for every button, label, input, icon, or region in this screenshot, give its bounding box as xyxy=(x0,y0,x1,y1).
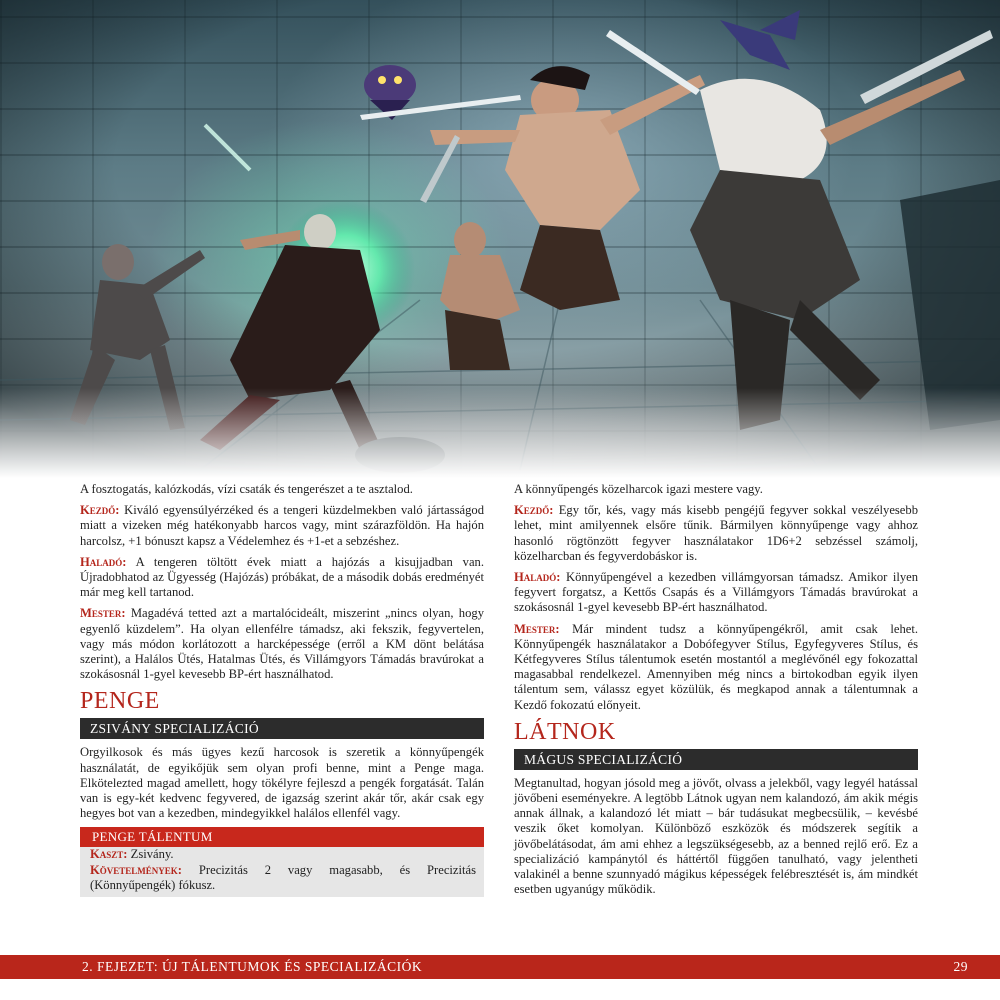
rank-text: Könnyűpengével a kezedben villámgyorsan támadsz. Amikor ilyen fegyvert forgatsz, a Kettős Csapás és a Villámgyors Támadás bravúrokat a szokásosnál 1-gyel kevesebb BP-ért használhatod. xyxy=(514,570,919,615)
talent-row-text: Precizitás 2 vagy magasabb, és Precizitás (Könnyűpengék) fókusz. xyxy=(90,862,476,892)
left-intro: A fosztogatás, kalózkodás, vízi csaták és tengerészet a te asztalod. xyxy=(80,482,413,496)
talent-box xyxy=(80,827,484,897)
section-title-penge: PENGE xyxy=(80,688,160,715)
rank-text: A tengeren töltött évek miatt a hajózás a kisujjadban van. Újradobhatod az Ügyesség (Hajózás) próbákat, de a második dobás eredményét már meg kell tartanod. xyxy=(80,554,484,600)
latnok-description: Megtanultad, hogyan jósold meg a jövőt, olvass a jelekből, vagy legyél hatással jövőbeni eseményekre. A legtöbb Látnok ugyan nem kalandozó, ám akik mégis annak állnak, a kalandozó lét miatt – bár tudásukat megbecsülik, – kevésbé veszik őket komolyan. Különböző eszközök és módszerek segítik a jövőbelátásodat, ám ami ehhez a legszükségesebb, az a benned rejlő erő. Ez a specializáció kampánytól és háttértől függően tanulható, vagy jelentheti valakinél a benne szunnyadó mágikus képességek felébresztését is, ám mindkét esetben ugyanúgy működik. xyxy=(514,775,918,897)
rank-text: Kiváló egyensúlyérzéked és a tengeri küzdelmekben való jártasságod miatt a vizeken még hatékonyabb harcos vagy, mint szárazföldön. Ha hajón harcolsz, +1 bónuszt kapsz a Védelemhez és +1-et a sebzéshez. xyxy=(80,503,484,548)
section-bar-zsivany: ZSIVÁNY SPECIALIZÁCIÓ xyxy=(80,718,484,739)
left-item-halado xyxy=(80,555,484,601)
right-item-halado xyxy=(514,570,918,616)
talent-row-text: Zsivány. xyxy=(130,847,174,862)
right-item-mester xyxy=(514,622,918,713)
rank-label: Mester: xyxy=(514,621,560,636)
section-bar-magus: MÁGUS SPECIALIZÁCIÓ xyxy=(514,749,918,770)
section-title-latnok: LÁTNOK xyxy=(514,718,616,745)
right-item-kezdo xyxy=(514,503,918,564)
rank-label: Mester: xyxy=(80,606,126,621)
left-item-kezdo xyxy=(80,503,484,549)
left-column xyxy=(80,482,484,897)
talent-row-class xyxy=(80,847,484,862)
rank-text: Már mindent tudsz a könnyűpengékről, amit csak lehet. Könnyűpengék használatakor a Dobófegyver Stílus, Egyfegyveres Stílus, és Kétfegyveres Stílus tálentumok esetén mostantól a meglévőnél egy fokozattal magasabbal rendelkezel. Amennyiben még nincs a birtokodban egyik ilyen tálentum sem, válassz egyet közülük, és megkapod annak a tálentumnak a Kezdő fokozatú előnyeit. xyxy=(514,621,919,712)
fantasy-battle-illustration xyxy=(0,0,1000,478)
rank-label: Kezdő: xyxy=(514,503,554,518)
page-number: 29 xyxy=(953,959,968,974)
talent-row-label: Követelmények: xyxy=(90,862,183,877)
left-item-mester xyxy=(80,606,484,682)
penge-description: Orgyilkosok és más ügyes kezű harcosok is szeretik a könnyűpengék használatát, de egyikőjük sem olyan profi benne, mint a Penge maga. Elkötelezted magad amellett, hogy tökélyre fejleszd a pengék forgatását. Talán van is egy-két kedvenc fegyvered, de igazság szerint akár tőr, akár csak egy hegyes bot van a kezedben, mindegyikkel halálos ellenfél vagy. xyxy=(80,745,484,821)
talent-row-requirements xyxy=(80,863,484,893)
rank-text: Egy tőr, kés, vagy más kisebb pengéjű fegyver sokkal veszélyesebb lehet, mint amilyennek elsőre tűnik. Bármilyen könnyűpenge vagy ahhoz hasonló rögtönzött fegyver használatakor 1D6+2 sebzéssel számolj, közelharcban és fegyverdobáskor is. xyxy=(514,503,918,563)
rank-label: Kezdő: xyxy=(80,503,120,518)
talent-title: PENGE TÁLENTUM xyxy=(80,827,484,847)
chapter-title: 2. FEJEZET: ÚJ TÁLENTUMOK ÉS SPECIALIZÁCIÓK xyxy=(82,959,423,974)
rank-label: Haladó: xyxy=(80,554,127,569)
rank-label: Haladó: xyxy=(514,570,561,585)
right-column xyxy=(514,482,918,903)
right-intro: A könnyűpengés közelharcok igazi mestere vagy. xyxy=(514,482,763,496)
page-footer xyxy=(0,955,1000,979)
talent-row-label: Kaszt: xyxy=(90,847,128,862)
rank-text: Magadévá tetted azt a martalócideált, miszerint „nincs olyan, hogy egyenlő küzdelem”. Ha olyan ellenfélre támadsz, aki fekszik, fegyvertelen, vagy más módon korlátozott a harcképessége (erről a KM dönt belátása szerint), a Halálos Ütés, Hatalmas Ütés, és Villámgyors Támadás bravúrokat a szokásosnál 1-gyel kevesebb BP-ért használhatod. xyxy=(80,606,484,682)
